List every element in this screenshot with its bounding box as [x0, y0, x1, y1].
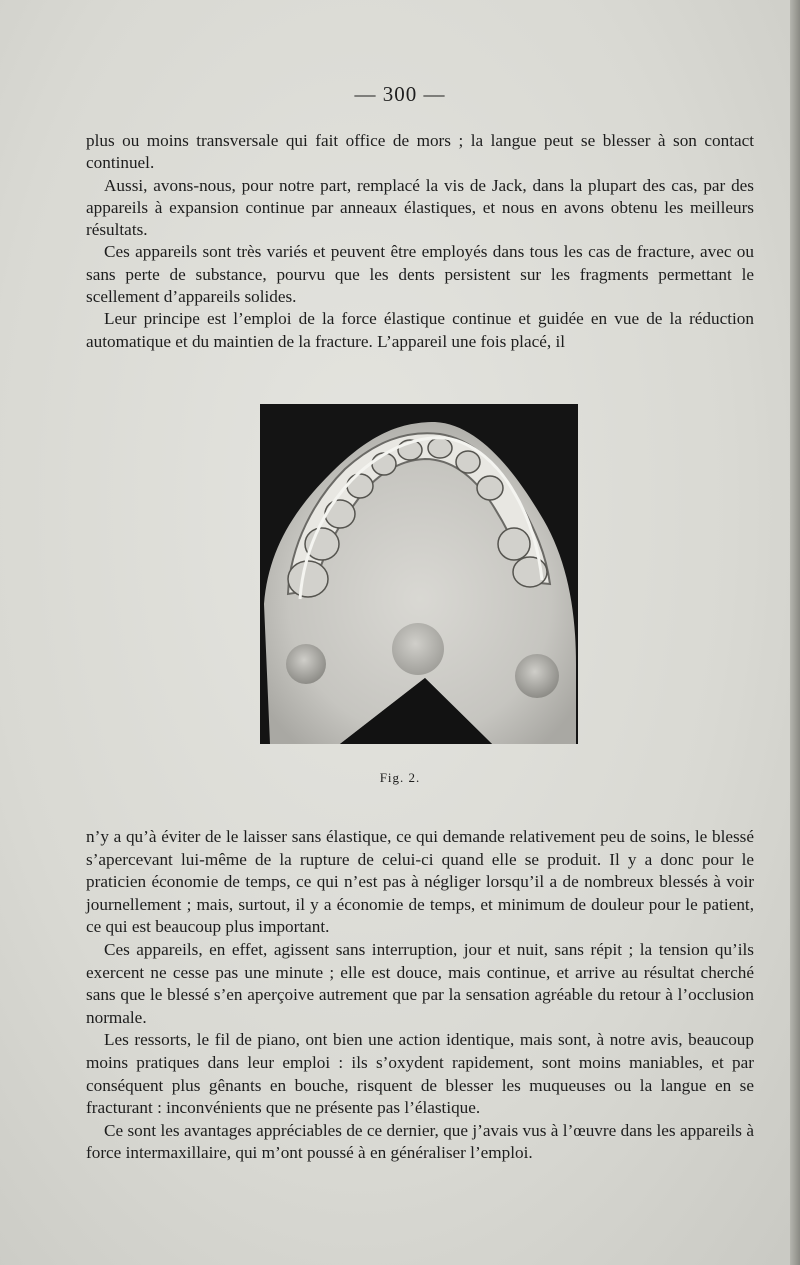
- paragraph: Ces appareils, en effet, agissent sans interruption, jour et nuit, sans répit ; la tension qu’ils exercent ne cesse pas une minute ; elle est douce, mais continue, et arrive au résultat cherché sans que le blessé s’en aperçoive autrement que par la sensation agréable du retour à l’occlusion normale.: [86, 939, 754, 1027]
- figure-dental-cast-photo: [260, 404, 578, 744]
- page-edge-shadow: [790, 0, 800, 1265]
- paragraph: plus ou moins transversale qui fait office de mors ; la langue peut se blesser à son contact continuel.: [86, 131, 754, 173]
- cast-depression-left: [286, 644, 326, 684]
- page-number: — 300 —: [354, 82, 446, 106]
- paragraph: Ce sont les avantages appréciables de ce dernier, que j’avais vus à l’œuvre dans les appareils à force intermaxillaire, qui m’ont poussé à en généraliser l’emploi.: [86, 1120, 754, 1163]
- text-block-bottom: [86, 826, 754, 1165]
- paragraph: Ces appareils sont très variés et peuvent être employés dans tous les cas de fracture, avec ou sans perte de substance, pourvu que les dents persistent sur les fragments permettant le scellement d’appareils solides.: [86, 242, 754, 307]
- cast-depression-center: [392, 623, 444, 675]
- dental-cast-illustration: [260, 404, 578, 744]
- paragraph: Aussi, avons-nous, pour notre part, remplacé la vis de Jack, dans la plupart des cas, par des appareils à expansion continue par anneaux élastiques, et nous en avons obtenu les meilleurs résultats.: [86, 175, 754, 240]
- text-block-top: [86, 130, 754, 353]
- cast-depression-right: [515, 654, 559, 698]
- paragraph: Leur principe est l’emploi de la force élastique continue et guidée en vue de la réduction automatique et du maintien de la fracture. L’appareil une fois placé, il: [86, 309, 754, 351]
- figure-caption: Fig. 2.: [379, 770, 421, 785]
- paragraph: n’y a qu’à éviter de le laisser sans élastique, ce qui demande relativement peu de soins, le blessé s’apercevant lui-même de la rupture de celui-ci quand elle se produit. Il y a donc pour le praticien économie de temps, ce qui n’est pas à négliger lorsqu’il a de nombreux blessés à voir journellement ; mais, surtout, il y a économie de temps, et minimum de douleur pour le patient, ce qui est beaucoup plus important.: [86, 827, 754, 937]
- paragraph: Les ressorts, le fil de piano, ont bien une action identique, mais sont, à notre avis, beaucoup moins pratiques dans leur emploi : ils s’oxydent rapidement, sont moins maniables, et par conséquent plus gênants en bouche, risquent de blesser les muqueuses ou la langue en se fracturant : inconvénients que ne présente pas l’élastique.: [86, 1030, 754, 1118]
